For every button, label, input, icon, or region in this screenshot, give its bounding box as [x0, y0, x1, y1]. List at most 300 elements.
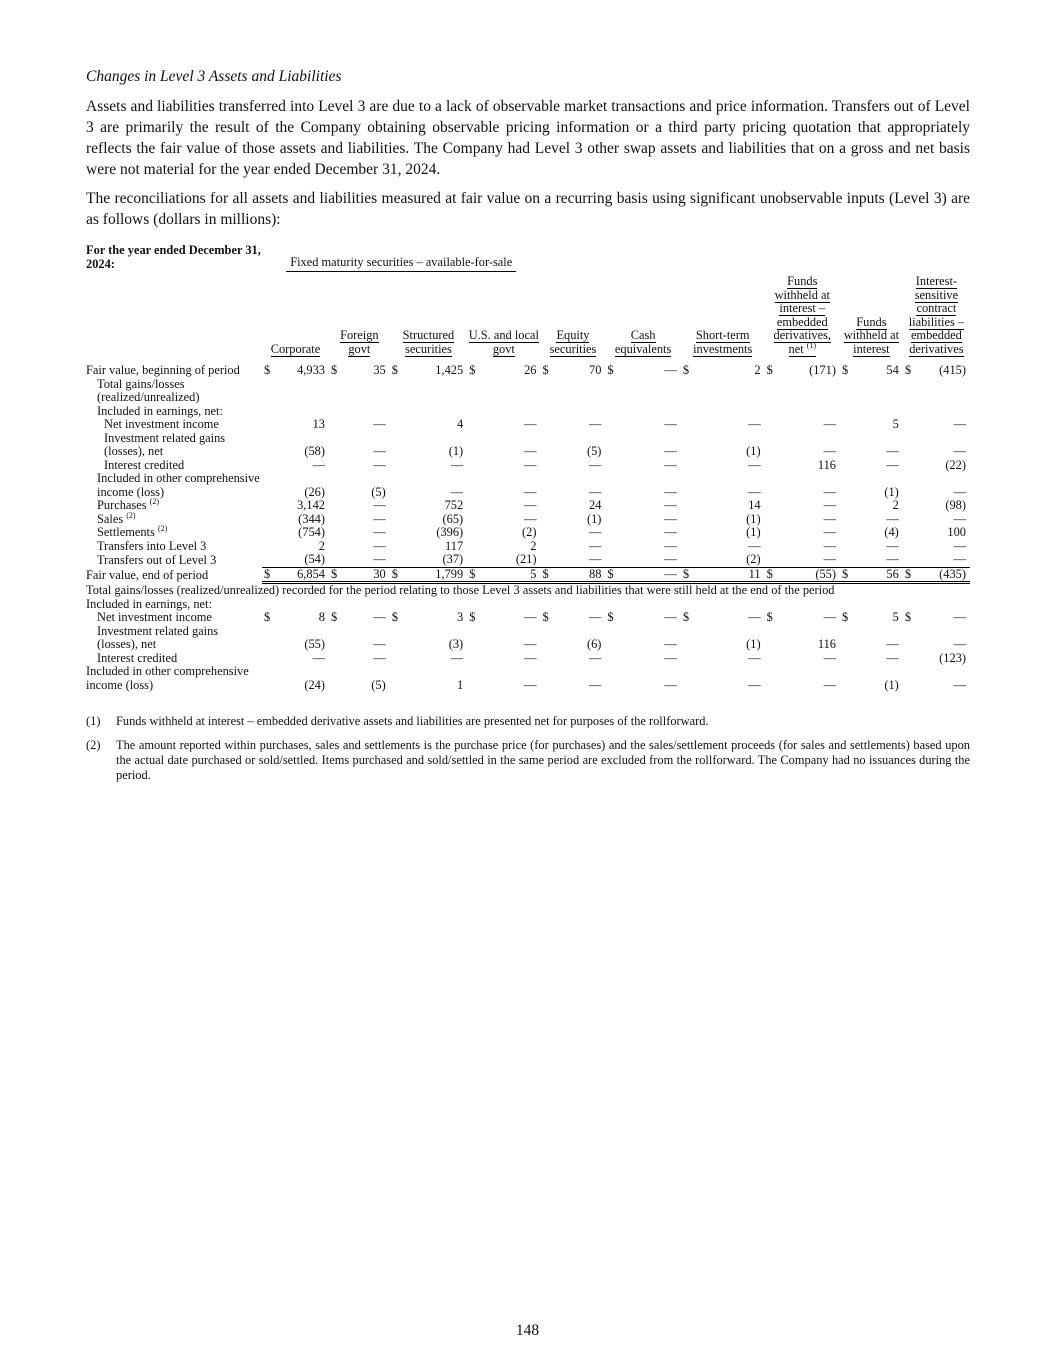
- table-cell: [555, 598, 605, 612]
- dollar-sign: $: [607, 610, 614, 624]
- table-cell: —: [823, 484, 836, 499]
- table-cell: —: [373, 538, 386, 553]
- table-cell: 1,799: [404, 567, 467, 583]
- table-cell: —: [664, 650, 677, 665]
- table-cell: (54): [277, 553, 329, 567]
- dollar-sign: [840, 499, 855, 513]
- dollar-sign: $: [469, 610, 476, 624]
- footnotes: [86, 714, 970, 783]
- dollar-sign: [390, 652, 405, 666]
- dollar-sign: $: [467, 567, 482, 583]
- table-cell: [404, 378, 467, 405]
- dollar-sign: [840, 459, 855, 473]
- dollar-sign: [467, 432, 482, 459]
- table-row: [86, 665, 970, 692]
- dollar-sign: [467, 598, 482, 612]
- level3-reconciliation-table: [86, 244, 970, 692]
- table-cell: (6): [586, 637, 602, 651]
- dollar-sign: [681, 418, 696, 432]
- table-cell: —: [953, 417, 966, 431]
- dollar-sign: [605, 499, 620, 513]
- dollar-sign: $: [262, 567, 277, 583]
- dollar-sign: $: [330, 363, 338, 377]
- dollar-sign: [329, 472, 344, 499]
- table-cell: [277, 405, 329, 419]
- table-cell: —: [555, 553, 605, 567]
- dollar-sign: [903, 553, 918, 567]
- dollar-sign: [605, 418, 620, 432]
- table-cell: (1): [746, 525, 761, 539]
- dollar-sign: [681, 405, 696, 419]
- dollar-sign: [262, 472, 277, 499]
- dollar-sign: [262, 405, 277, 419]
- table-cell: —: [664, 498, 677, 512]
- dollar-sign: $: [682, 610, 690, 624]
- row-label: Included in earnings, net:: [97, 403, 223, 418]
- table-cell: —: [373, 610, 386, 624]
- table-row: [86, 405, 970, 419]
- table-cell: —: [886, 637, 899, 651]
- table-row: [86, 611, 970, 625]
- dollar-sign: [467, 418, 482, 432]
- table-cell: [344, 405, 390, 419]
- dollar-sign: [903, 405, 918, 419]
- row-label: Net investment income: [104, 417, 219, 431]
- dollar-sign: [329, 652, 344, 666]
- dollar-sign: [390, 418, 405, 432]
- table-cell: [555, 405, 605, 419]
- table-cell: (754): [298, 525, 325, 539]
- table-cell: —: [748, 650, 761, 665]
- table-cell: [855, 598, 903, 612]
- dollar-sign: [541, 405, 556, 419]
- table-cell: (171): [809, 363, 836, 377]
- table-cell: —: [589, 538, 602, 553]
- table-cell: [695, 405, 764, 419]
- dollar-sign: [681, 540, 696, 554]
- dollar-sign: $: [263, 363, 271, 377]
- table-cell: —: [823, 444, 836, 458]
- dollar-sign: [765, 378, 780, 405]
- dollar-sign: [390, 665, 405, 692]
- dollar-sign: [765, 625, 780, 652]
- dollar-sign: [467, 625, 482, 652]
- dollar-sign: [329, 553, 344, 567]
- table-row: [86, 583, 970, 598]
- dollar-sign: $: [607, 363, 614, 377]
- row-label: Fair value, end of period: [86, 568, 209, 582]
- dollar-sign: [605, 652, 620, 666]
- table-cell: —: [748, 417, 761, 431]
- table-cell: —: [373, 444, 386, 458]
- dollar-sign: [840, 598, 855, 612]
- table-cell: —: [373, 511, 386, 526]
- table-row: [86, 652, 970, 666]
- dollar-sign: [390, 540, 405, 554]
- table-cell: 2: [530, 538, 537, 553]
- table-cell: (21): [482, 553, 541, 567]
- dollar-sign: [765, 526, 780, 540]
- col-header-structured: Structured securities: [402, 328, 455, 356]
- table-cell: [855, 405, 903, 419]
- dollar-sign: [262, 553, 277, 567]
- row-label: Included in earnings, net:: [86, 596, 212, 611]
- dollar-sign: [467, 459, 482, 473]
- dollar-sign: $: [841, 610, 849, 624]
- dollar-sign: $: [541, 567, 556, 583]
- table-cell: 116: [817, 457, 836, 472]
- table-cell: —: [589, 650, 602, 665]
- dollar-sign: [390, 405, 405, 419]
- dollar-sign: $: [391, 610, 398, 624]
- table-cell: [917, 598, 970, 612]
- dollar-sign: [329, 526, 344, 540]
- dollar-sign: [840, 652, 855, 666]
- dollar-sign: [681, 499, 696, 513]
- table-header: [86, 244, 970, 364]
- col-header-fwi-derivatives-top: [765, 244, 840, 275]
- table-cell: —: [664, 538, 677, 553]
- dollar-sign: [903, 526, 918, 540]
- dollar-sign: [262, 526, 277, 540]
- table-cell: —: [953, 511, 966, 526]
- table-cell: —: [524, 484, 537, 499]
- dollar-sign: $: [390, 567, 405, 583]
- table-cell: 8: [318, 610, 325, 624]
- dollar-sign: [262, 625, 277, 652]
- dollar-sign: [840, 378, 855, 405]
- dollar-sign: [262, 459, 277, 473]
- table-cell: —: [524, 511, 537, 526]
- table-cell: 1,425: [435, 363, 464, 377]
- row-label: Total gains/losses (realized/unrealized): [97, 376, 200, 404]
- dollar-sign: $: [904, 363, 912, 377]
- dollar-sign: [390, 553, 405, 567]
- dollar-sign: [467, 513, 482, 527]
- table-cell: [695, 598, 764, 612]
- dollar-sign: [329, 459, 344, 473]
- table-cell: [620, 598, 681, 612]
- dollar-sign: [765, 665, 780, 692]
- dollar-sign: [541, 598, 556, 612]
- table-cell: [482, 378, 541, 405]
- dollar-sign: [605, 553, 620, 567]
- dollar-sign: [681, 459, 696, 473]
- col-header-corporate: Corporate: [270, 341, 321, 356]
- dollar-sign: [467, 499, 482, 513]
- dollar-sign: [605, 432, 620, 459]
- table-cell: (5): [371, 677, 386, 692]
- dollar-sign: [605, 625, 620, 652]
- dollar-sign: $: [840, 567, 855, 583]
- table-cell: —: [953, 677, 966, 692]
- table-cell: 116: [817, 637, 836, 651]
- table-cell: —: [344, 553, 390, 567]
- table-cell: —: [664, 417, 677, 431]
- section-title: Changes in Level 3 Assets and Liabilities: [86, 68, 342, 85]
- table-cell: 30: [344, 567, 390, 583]
- table-cell: —: [664, 610, 677, 624]
- dollar-sign: [903, 665, 918, 692]
- table-cell: —: [823, 650, 836, 665]
- dollar-sign: $: [329, 567, 344, 583]
- dollar-sign: [262, 540, 277, 554]
- table-cell: —: [664, 484, 677, 499]
- dollar-sign: [903, 378, 918, 405]
- table-cell: (24): [304, 677, 325, 692]
- table-cell: (58): [304, 444, 325, 458]
- dollar-sign: [262, 499, 277, 513]
- dollar-sign: [903, 652, 918, 666]
- table-cell: [779, 405, 840, 419]
- table-cell: [620, 405, 681, 419]
- row-label: Settlements $^{(2)}$: [97, 523, 168, 539]
- table-cell: —: [823, 417, 836, 431]
- dollar-sign: [467, 472, 482, 499]
- table-row: [86, 459, 970, 473]
- dollar-sign: [681, 553, 696, 567]
- dollar-sign: [467, 405, 482, 419]
- table-cell: (396): [436, 525, 464, 539]
- dollar-sign: [541, 418, 556, 432]
- dollar-sign: [541, 378, 556, 405]
- table-cell: [404, 405, 467, 419]
- dollar-sign: [467, 540, 482, 554]
- dollar-sign: [903, 418, 918, 432]
- dollar-sign: [605, 472, 620, 499]
- dollar-sign: $: [263, 610, 271, 624]
- page-number: 148: [515, 1322, 540, 1339]
- group-header: Fixed maturity securities – available-for-sale: [262, 244, 541, 275]
- col-header-fwi-derivatives: Funds withheld at interest – embedded derivatives, net $^{(1)}$: [773, 274, 832, 356]
- table-cell: —: [953, 610, 966, 624]
- table-cell: [917, 378, 970, 405]
- dollar-sign: [903, 432, 918, 459]
- table-cell: 752: [444, 498, 464, 512]
- dollar-sign: [390, 459, 405, 473]
- dollar-sign: [605, 513, 620, 527]
- table-cell: —: [589, 677, 602, 692]
- table-cell: —: [620, 553, 681, 567]
- table-cell: —: [373, 650, 386, 665]
- dollar-sign: [840, 418, 855, 432]
- table-cell: (344): [298, 511, 325, 526]
- dollar-sign: [605, 665, 620, 692]
- table-cell: (4): [884, 525, 899, 539]
- table-cell: —: [664, 525, 677, 539]
- table-row: [86, 540, 970, 554]
- dollar-sign: [903, 625, 918, 652]
- table-cell: [779, 598, 840, 612]
- table-cell: —: [748, 457, 761, 472]
- row-label: Sales $^{(2)}$: [97, 510, 136, 526]
- table-row: [86, 472, 970, 499]
- table-row: [86, 418, 970, 432]
- dollar-sign: $: [765, 567, 780, 583]
- dollar-sign: [390, 432, 405, 459]
- table-cell: 3: [456, 610, 464, 624]
- row-label: Investment related gains (losses), net: [104, 430, 226, 458]
- table-cell: 4: [456, 417, 464, 431]
- dollar-sign: $: [766, 363, 773, 377]
- table-cell: —: [373, 637, 386, 651]
- dollar-sign: [390, 625, 405, 652]
- dollar-sign: [765, 432, 780, 459]
- table-cell: —: [823, 525, 836, 539]
- row-label: Investment related gains (losses), net: [97, 623, 219, 651]
- table-cell: —: [748, 484, 761, 499]
- table-body: [86, 364, 970, 692]
- table-cell: (435): [917, 567, 970, 583]
- table-cell: (1): [746, 444, 761, 458]
- dollar-sign: [329, 665, 344, 692]
- table-cell: 24: [589, 498, 602, 512]
- table-cell: [855, 378, 903, 405]
- table-cell: —: [373, 417, 386, 431]
- table-row: [86, 526, 970, 540]
- dollar-sign: [541, 553, 556, 567]
- document-page: [86, 68, 970, 792]
- table-cell: —: [664, 511, 677, 526]
- table-cell: (1): [746, 637, 761, 651]
- table-cell: (1): [746, 511, 761, 526]
- dollar-sign: [681, 378, 696, 405]
- dollar-sign: [903, 499, 918, 513]
- table-cell: —: [373, 525, 386, 539]
- dollar-sign: $: [766, 610, 773, 624]
- dollar-sign: $: [681, 567, 696, 583]
- dollar-sign: [467, 378, 482, 405]
- dollar-sign: [840, 665, 855, 692]
- table-cell: 1: [456, 677, 464, 692]
- dollar-sign: [467, 652, 482, 666]
- table-row: [86, 553, 970, 567]
- dollar-sign: [329, 378, 344, 405]
- table-cell: —: [589, 525, 602, 539]
- footnote-1: (1) Funds withheld at interest – embedded derivative assets and liabilities are presented net for purposes of the rollforward.: [86, 714, 709, 728]
- table-cell: —: [953, 538, 966, 553]
- dollar-sign: [765, 405, 780, 419]
- table-cell: [404, 598, 467, 612]
- table-cell: 26: [524, 363, 537, 377]
- col-header-foreign-govt: Foreign govt: [340, 328, 379, 356]
- dollar-sign: [329, 540, 344, 554]
- table-cell: —: [748, 677, 761, 692]
- dollar-sign: [329, 625, 344, 652]
- table-cell: 5: [892, 610, 899, 624]
- table-row: [86, 598, 970, 612]
- table-cell: —: [664, 363, 677, 377]
- dollar-sign: [390, 526, 405, 540]
- table-cell: —: [748, 610, 761, 624]
- table-cell: 6,854: [277, 567, 329, 583]
- table-cell: —: [664, 457, 677, 472]
- table-cell: [482, 405, 541, 419]
- dollar-sign: [390, 513, 405, 527]
- table-cell: —: [855, 553, 903, 567]
- dollar-sign: [390, 598, 405, 612]
- dollar-sign: [541, 625, 556, 652]
- dollar-sign: [541, 472, 556, 499]
- table-cell: 117: [445, 538, 464, 553]
- dollar-sign: [681, 665, 696, 692]
- dollar-sign: [681, 513, 696, 527]
- table-cell: 88: [555, 567, 605, 583]
- table-cell: —: [450, 484, 464, 499]
- table-cell: (123): [939, 650, 966, 665]
- dollar-sign: [262, 652, 277, 666]
- table-cell: (26): [304, 484, 325, 499]
- dollar-sign: [765, 652, 780, 666]
- table-cell: —: [373, 457, 386, 472]
- dollar-sign: [765, 459, 780, 473]
- table-cell: (5): [371, 484, 386, 499]
- table-cell: —: [886, 538, 899, 553]
- table-cell: —: [917, 553, 970, 567]
- row-label: Total gains/losses (realized/unrealized) recorded for the period relating to those Level 3 assets and liabilities that were still held at the end of the period: [86, 583, 835, 597]
- table-cell: —: [524, 650, 537, 665]
- table-cell: (1): [448, 444, 464, 458]
- table-cell: (65): [442, 511, 464, 526]
- table-cell: (1): [586, 511, 602, 526]
- row-label: Transfers into Level 3: [97, 538, 207, 553]
- dollar-sign: [765, 553, 780, 567]
- dollar-sign: [329, 499, 344, 513]
- table-cell: —: [312, 457, 325, 472]
- table-cell: —: [886, 444, 899, 458]
- table-cell: [482, 598, 541, 612]
- dollar-sign: [681, 432, 696, 459]
- dollar-sign: [329, 432, 344, 459]
- table-cell: (37): [404, 553, 467, 567]
- dollar-sign: [605, 526, 620, 540]
- table-cell: [917, 405, 970, 419]
- dollar-sign: [541, 540, 556, 554]
- table-cell: —: [524, 417, 537, 431]
- dollar-sign: [840, 625, 855, 652]
- table-cell: [277, 378, 329, 405]
- dollar-sign: $: [605, 567, 620, 583]
- dollar-sign: [541, 665, 556, 692]
- dollar-sign: $: [682, 363, 690, 377]
- table-cell: —: [953, 637, 966, 651]
- table-cell: —: [589, 457, 602, 472]
- dollar-sign: $: [391, 363, 398, 377]
- dollar-sign: [262, 598, 277, 612]
- dollar-sign: [541, 652, 556, 666]
- dollar-sign: [903, 472, 918, 499]
- table-cell: [344, 378, 390, 405]
- dollar-sign: [262, 378, 277, 405]
- footnote-2: (2) The amount reported within purchases, sales and settlements is the purchase price (for purchases) and the sales/settlement proceeds (for sales and settlements) based upon the actual date purchased or sold/settled. Items purchased and sold/settled in the same period are excluded from the rollforward. The Company had no issuances during the period.: [86, 738, 970, 782]
- table-cell: —: [664, 637, 677, 651]
- paragraph-transfers: Assets and liabilities transferred into Level 3 are due to a lack of observable market transactions and price information. Transfers out of Level 3 are primarily the result of the Company obtaining observable pricing information or a third party pricing quotation that appropriately reflects the fair value of those assets and liabilities. The Company had Level 3 other swap assets and liabilities that on a gross and net basis were not material for the year ended December 31, 2024.: [86, 98, 970, 178]
- table-row: [86, 378, 970, 405]
- dollar-sign: [605, 459, 620, 473]
- table-cell: (1): [884, 677, 899, 692]
- table-row: [86, 364, 970, 378]
- dollar-sign: [681, 472, 696, 499]
- dollar-sign: [329, 598, 344, 612]
- table-cell: —: [589, 484, 602, 499]
- dollar-sign: $: [469, 363, 476, 377]
- dollar-sign: [262, 418, 277, 432]
- dollar-sign: [329, 418, 344, 432]
- dollar-sign: [262, 513, 277, 527]
- dollar-sign: [329, 405, 344, 419]
- table-row: [86, 567, 970, 583]
- dollar-sign: [605, 540, 620, 554]
